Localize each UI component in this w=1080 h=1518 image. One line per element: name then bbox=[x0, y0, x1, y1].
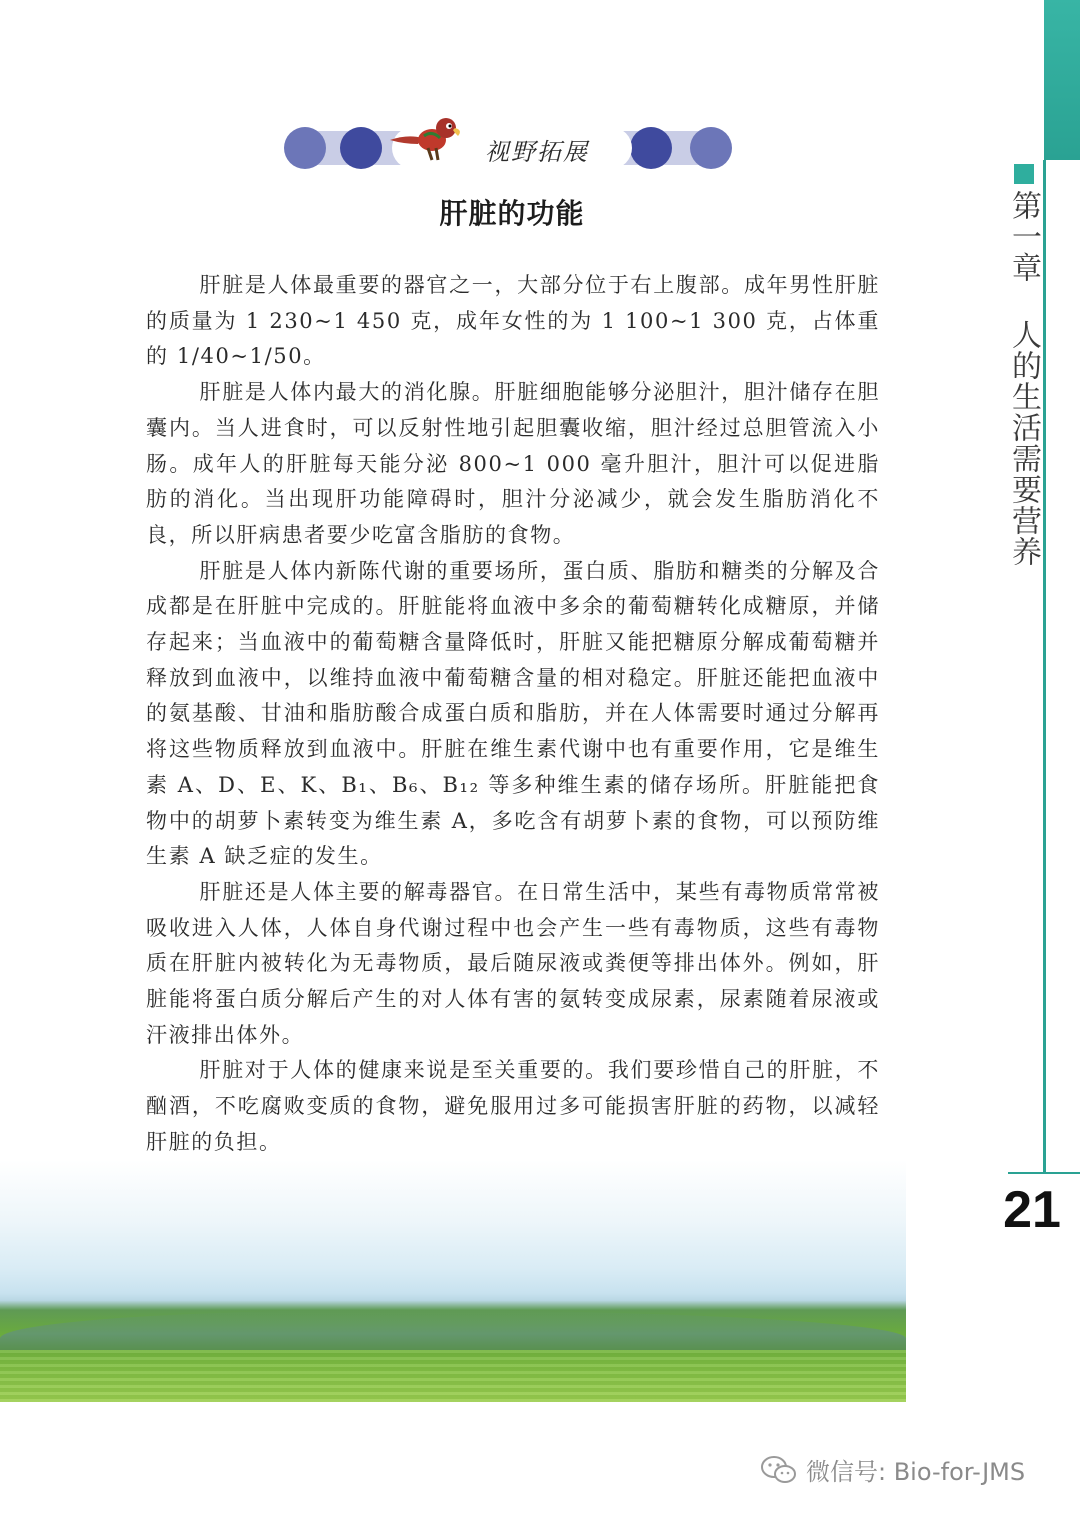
page-number: 21 bbox=[1003, 1181, 1061, 1239]
watermark bbox=[760, 1452, 1025, 1487]
field-texture bbox=[0, 1350, 906, 1402]
banner-label: 视野拓展 bbox=[485, 138, 589, 166]
side-tab-bar bbox=[1044, 0, 1080, 160]
banner-circle bbox=[284, 127, 326, 169]
paragraph: 肝脏还是人体主要的解毒器官。在日常生活中，某些有毒物质常常被吸收进入人体，人体自身代谢过程中也会产生一些有毒物质，这些有毒物质在肝脏内被转化为无毒物质，最后随尿液或粪便等排出体外。例如，肝脏能将蛋白质分解后产生的对人体有害的氨转变成尿素，尿素随着尿液或汗液排出体外。 bbox=[146, 879, 880, 1047]
watermark-text: 微信号: Bio-for-JMS bbox=[806, 1458, 1026, 1486]
paragraph: 肝脏是人体最重要的器官之一，大部分位于右上腹部。成年男性肝脏的质量为 1 230~1 450 克，成年女性的为 1 100~1 300 克，占体重的 1/40~1/50。 bbox=[146, 273, 880, 369]
wechat-icon bbox=[760, 1455, 798, 1485]
article-body bbox=[146, 268, 880, 1161]
paragraph: 肝脏是人体内最大的消化腺。肝脏细胞能够分泌胆汁，胆汁储存在胆囊内。当人进食时，可以反射性地引起胆囊收缩，胆汁经过总胆管流入小肠。成年人的肝脏每天能分泌 800~1 000 毫升胆汁，胆汁可以促进脂肪的消化。当出现肝功能障碍时，胆汁分泌减少，就会发生脂肪消化不良，所以肝病患者要少吃富含脂肪的食物。 bbox=[146, 380, 880, 547]
banner-circle bbox=[690, 127, 732, 169]
article-title: 肝脏的功能 bbox=[439, 197, 585, 230]
section-banner bbox=[300, 127, 718, 169]
paragraph: 肝脏对于人体的健康来说是至关重要的。我们要珍惜自己的肝脏，不酗酒，不吃腐败变质的食物，避免服用过多可能损害肝脏的药物，以减轻肝脏的负担。 bbox=[146, 1058, 880, 1154]
banner-circle bbox=[630, 127, 672, 169]
banner-circle bbox=[340, 127, 382, 169]
parrot-icon bbox=[388, 112, 468, 164]
page-number-rule bbox=[1008, 1172, 1080, 1174]
side-rule bbox=[1043, 160, 1046, 1174]
chapter-marker bbox=[1014, 164, 1034, 184]
chapter-title: 第一章 人的生活需要营养 bbox=[1006, 190, 1041, 567]
paragraph: 肝脏是人体内新陈代谢的重要场所，蛋白质、脂肪和糖类的分解及合成都是在肝脏中完成的。肝脏能将血液中多余的葡萄糖转化成糖原，并储存起来；当血液中的葡萄糖含量降低时，肝脏又能把糖原分解成葡萄糖并释放到血液中，以维持血液中葡萄糖含量的相对稳定。肝脏还能把血液中的氨基酸、甘油和脂肪酸合成蛋白质和脂肪，并在人体需要时通过分解再将这些物质释放到血液中。肝脏在维生素代谢中也有重要作用，它是维生素 A、D、E、K、B₁、B₆、B₁₂ 等多种维生素的储存场所。肝脏能把食物中的胡萝卜素转变为维生素 A，多吃含有胡萝卜素的食物，可以预防维生素 A 缺乏症的发生。 bbox=[146, 558, 880, 869]
